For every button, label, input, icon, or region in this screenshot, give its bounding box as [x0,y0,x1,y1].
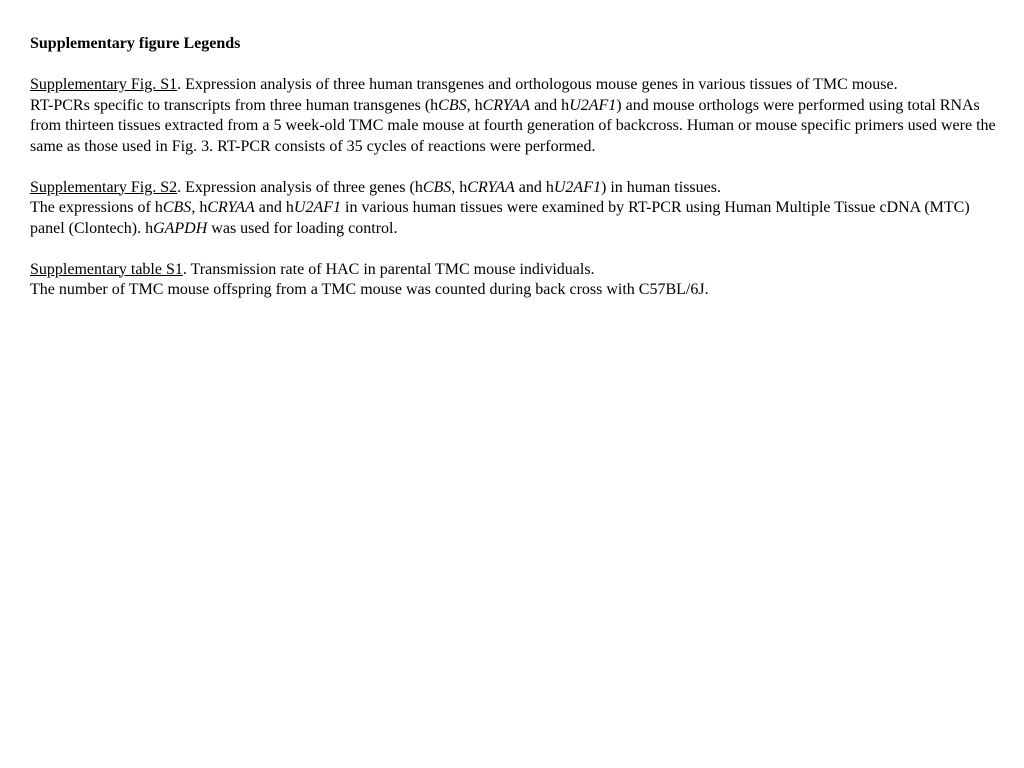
gene-name: CBS [162,199,192,216]
legend-fig-s2-title: , h [451,178,468,196]
gene-name: U2AF1 [569,96,617,114]
legend-fig-s2-body [30,198,1000,239]
gene-name: U2AF1 [553,178,601,196]
legend-fig-s1-title-line [30,75,1000,96]
legend-fig-s1-body-text: ) and mouse orthologs were performed using total RNAs from thirteen tissues extracted from a 5 week-old TMC male mouse at fourth generation of backcross. Human or mouse specific primers used were the same as those used in Fig. 3. RT-PCR consists of 35 cycles of reactions were performed. [30,96,996,155]
legend-fig-s2-label: Supplementary Fig. S2 [30,178,178,196]
legend-fig-s1-label: Supplementary Fig. S1 [30,76,178,93]
legend-fig-s2-body-text: and h [254,199,294,216]
legend-fig-s1-body-text: and h [530,96,570,114]
legend-table-s1-title-line [30,260,1000,281]
legend-fig-s2-title: ) in human tissues. [600,178,721,196]
legend-fig-s1-title: . Expression analysis of three human transgenes and orthologous mouse genes in various tissues of TMC mouse. [177,76,898,93]
gene-name: GAPDH [153,219,208,237]
legend-fig-s2-body-text: , h [191,199,208,216]
legend-fig-s1-body [30,96,1000,158]
legend-fig-s1 [30,75,1000,157]
legend-fig-s2-title: and h [514,178,554,196]
legend-table-s1 [30,260,1000,301]
gene-name: CRYAA [467,178,515,196]
legend-fig-s2-title: . Expression analysis of three genes (h [177,178,423,196]
legend-fig-s2 [30,178,1000,240]
document-heading: Supplementary figure Legends [30,35,241,52]
legend-fig-s1-body-text: , h [466,96,483,114]
legend-table-s1-label: Supplementary table S1 [30,260,183,278]
legend-table-s1-body: The number of TMC mouse offspring from a TMC mouse was counted during back cross with C57BL/6J. [30,281,709,298]
legend-fig-s2-title-line [30,178,1000,199]
gene-name: CRYAA [482,96,531,114]
gene-name: U2AF1 [293,199,342,216]
legend-fig-s2-body-text: was used for loading control. [207,219,398,237]
legend-fig-s2-body-text: The expressions of h [30,199,163,216]
gene-name: CBS [422,178,452,196]
legend-fig-s1-body-text: RT-PCRs specific to transcripts from three human transgenes (h [30,96,439,114]
document-page [30,34,1000,321]
legend-fig-s2-body-text: in various human tissues were examined by RT-PCR using Human Multiple Tissue cDNA (MTC) panel (Clontech). h [30,199,970,237]
gene-name: CRYAA [207,199,255,216]
legend-table-s1-title: . Transmission rate of HAC in parental TMC mouse individuals. [182,260,595,278]
gene-name: CBS [438,96,467,114]
